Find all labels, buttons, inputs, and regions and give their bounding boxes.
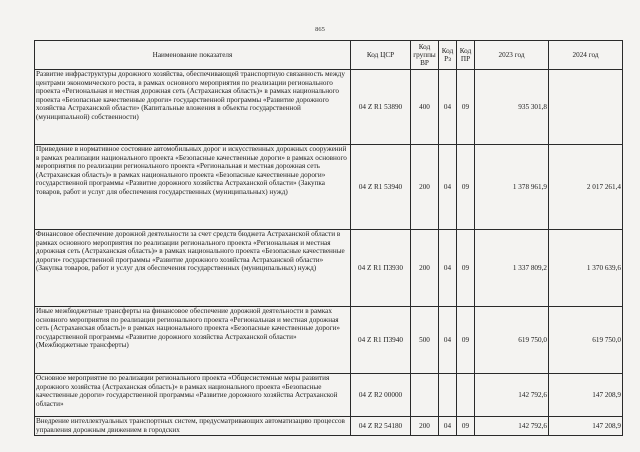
header-year-2024: 2024 год bbox=[549, 41, 623, 70]
header-rz-code: Код Рз bbox=[439, 41, 457, 70]
rz-code bbox=[439, 374, 457, 417]
csr-code: 04 Z R1 53890 bbox=[351, 70, 411, 145]
indicator-name: Развитие инфраструктуры дорожного хозяйства, обеспечивающей транспортную связанность между центрами экономического роста, в рамках основного мероприятия по реализации регионального проекта «Региональная и местная дорожная сеть (Астраханская область)» в рамках национального проекта «Безопасные качественные дороги» государственной программы «Развитие дорожного хозяйства Астраханской области» (Капитальные вложения в объекты государственной (муниципальной) собственности) bbox=[35, 70, 351, 145]
indicator-name: Основное мероприятие по реализации регионального проекта «Общесистемные меры развития дорожного хозяйства (Астраханская область)» в рамках национального проекта «Безопасные качественные дороги» государственной программы «Развитие дорожного хозяйства Астраханской области» bbox=[35, 374, 351, 417]
rz-code: 04 bbox=[439, 230, 457, 307]
amount-2023: 1 337 809,2 bbox=[475, 230, 549, 307]
pr-code bbox=[457, 374, 475, 417]
vr-code bbox=[411, 374, 439, 417]
pr-code: 09 bbox=[457, 307, 475, 374]
csr-code: 04 Z R1 53940 bbox=[351, 145, 411, 230]
csr-code: 04 Z R1 П3930 bbox=[351, 230, 411, 307]
header-name: Наименование показателя bbox=[35, 41, 351, 70]
vr-code: 200 bbox=[411, 417, 439, 436]
table-row bbox=[35, 145, 623, 230]
pr-code: 09 bbox=[457, 230, 475, 307]
header-csr-code: Код ЦСР bbox=[351, 41, 411, 70]
header-pr-code: Код ПР bbox=[457, 41, 475, 70]
amount-2023: 142 792,6 bbox=[475, 374, 549, 417]
page-number: 865 bbox=[315, 26, 325, 33]
amount-2024: 2 017 261,4 bbox=[549, 145, 623, 230]
amount-2024: 147 208,9 bbox=[549, 417, 623, 436]
rz-code: 04 bbox=[439, 417, 457, 436]
csr-code: 04 Z R2 54180 bbox=[351, 417, 411, 436]
vr-code: 200 bbox=[411, 145, 439, 230]
indicator-name: Внедрение интеллектуальных транспортных систем, предусматривающих автоматизацию процессов управления дорожным движением в городских bbox=[35, 417, 351, 436]
pr-code: 09 bbox=[457, 145, 475, 230]
rz-code: 04 bbox=[439, 145, 457, 230]
indicator-name: Иные межбюджетные трансферты на финансовое обеспечение дорожной деятельности в рамках основного мероприятия по реализации регионального проекта «Региональная и местная дорожная сеть (Астраханская область)» в рамках национального проекта «Безопасные качественные дороги» государственной программы «Развитие дорожного хозяйства Астраханской области» (Межбюджетные трансферты) bbox=[35, 307, 351, 374]
amount-2024: 147 208,9 bbox=[549, 374, 623, 417]
amount-2024 bbox=[549, 70, 623, 145]
indicator-name: Финансовое обеспечение дорожной деятельности за счет средств бюджета Астраханской области в рамках основного мероприятия по реализации регионального проекта «Региональная и местная дорожная сеть (Астраханская область)» в рамках национального проекта «Безопасные качественные дороги» государственной программы «Развитие дорожного хозяйства Астраханской области» (Закупка товаров, работ и услуг для обеспечения государственных (муниципальных) нужд) bbox=[35, 230, 351, 307]
vr-code: 400 bbox=[411, 70, 439, 145]
table-row bbox=[35, 230, 623, 307]
amount-2023: 619 750,0 bbox=[475, 307, 549, 374]
csr-code: 04 Z R2 00000 bbox=[351, 374, 411, 417]
table-header-row bbox=[35, 41, 623, 70]
table-row bbox=[35, 307, 623, 374]
header-year-2023: 2023 год bbox=[475, 41, 549, 70]
indicator-name: Приведение в нормативное состояние автомобильных дорог и искусственных дорожных сооружений в рамках реализации национального проекта «Безопасные качественные дороги» в рамках основного мероприятия по реализации регионального проекта «Региональная и местная дорожная сеть (Астраханская область)» в рамках национального проекта «Безопасные качественные дороги» государственной программы «Развитие дорожного хозяйства Астраханской области» (Закупка товаров, работ и услуг для обеспечения государственных (муниципальных) нужд) bbox=[35, 145, 351, 230]
table-row bbox=[35, 417, 623, 436]
header-vr-code: Код группы ВР bbox=[411, 41, 439, 70]
rz-code: 04 bbox=[439, 307, 457, 374]
amount-2023: 935 301,8 bbox=[475, 70, 549, 145]
amount-2023: 142 792,6 bbox=[475, 417, 549, 436]
table-row bbox=[35, 374, 623, 417]
rz-code: 04 bbox=[439, 70, 457, 145]
amount-2024: 619 750,0 bbox=[549, 307, 623, 374]
amount-2024: 1 370 639,6 bbox=[549, 230, 623, 307]
pr-code: 09 bbox=[457, 417, 475, 436]
amount-2023: 1 378 961,9 bbox=[475, 145, 549, 230]
table-row bbox=[35, 70, 623, 145]
vr-code: 500 bbox=[411, 307, 439, 374]
csr-code: 04 Z R1 П3940 bbox=[351, 307, 411, 374]
budget-table bbox=[34, 40, 623, 436]
vr-code: 200 bbox=[411, 230, 439, 307]
pr-code: 09 bbox=[457, 70, 475, 145]
